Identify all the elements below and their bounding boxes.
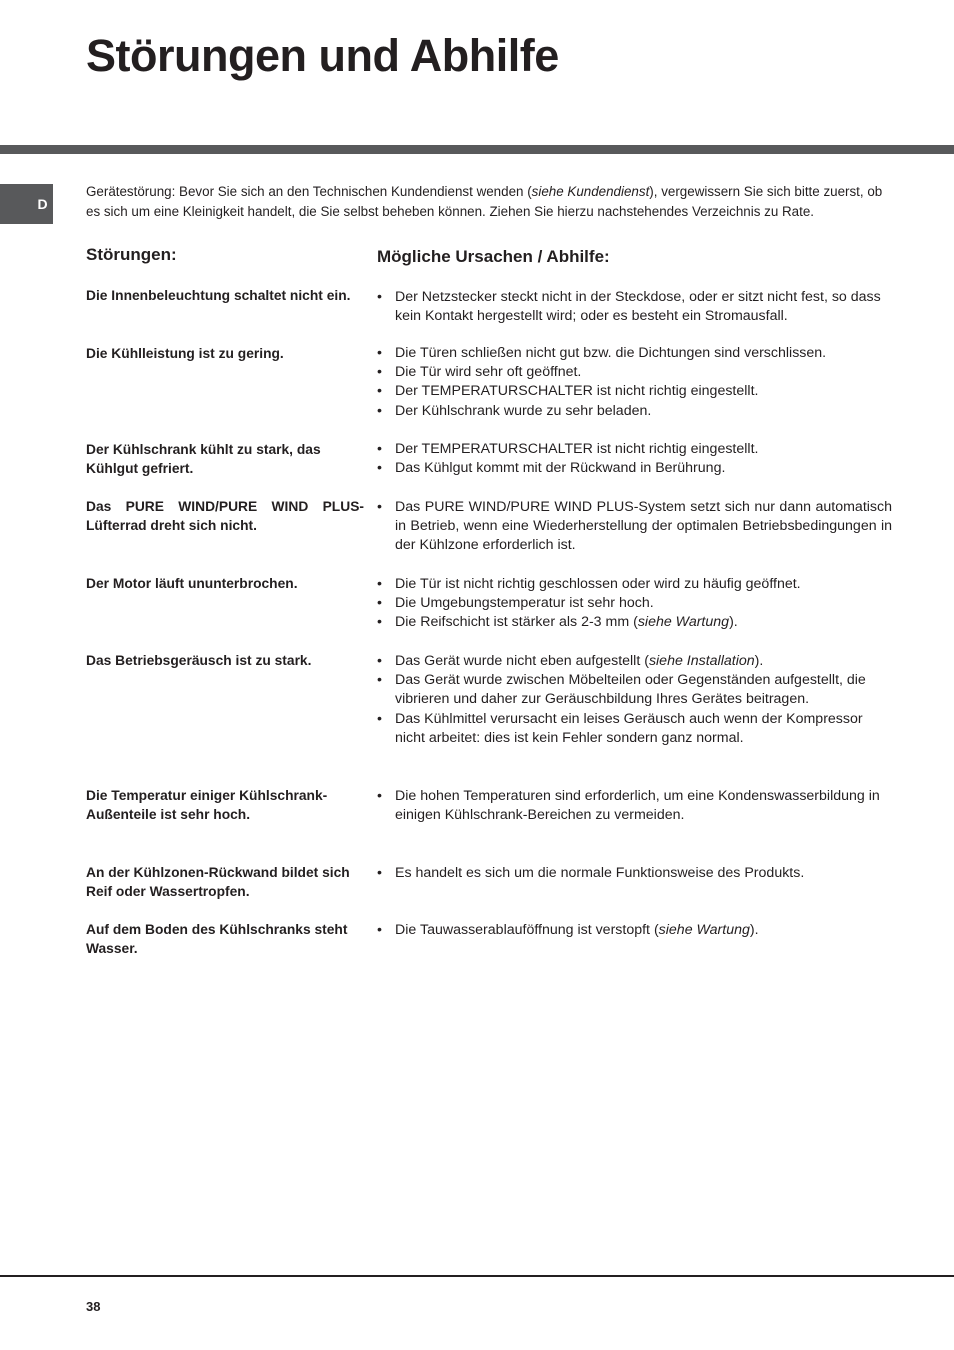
cause-item: • Der Netzstecker steckt nicht in der Steckdose, oder er sitzt nicht fest, so dass kein Kontakt hergestellt wird; oder es besteht ein Stromausfall. — [377, 288, 892, 326]
cause-item: • Der TEMPERATURSCHALTER ist nicht richtig eingestellt. — [377, 440, 892, 459]
header-divider-bar — [0, 145, 954, 154]
cause-item: • Die Umgebungstemperatur ist sehr hoch. — [377, 594, 892, 613]
problem-text: An der Kühlzonen-Rückwand bildet sich Reif oder Wassertropfen. — [86, 865, 350, 900]
causes-heading: Mögliche Ursachen / Abhilfe: — [377, 247, 610, 266]
cause-item: • Das PURE WIND/PURE WIND PLUS-System setzt sich nur dann automatisch in Betrieb, wenn eine Wiederherstellung der optimalen Betriebsbedingungen in der Kühlzone erforderlich ist. — [377, 498, 892, 556]
cause-list — [377, 498, 892, 556]
cause-item: • Das Gerät wurde zwischen Möbelteilen oder Gegenständen aufgestellt, die vibrieren und daher zur Geräuschbildung Ihres Gerätes beitragen. — [377, 671, 892, 709]
cause-item: • Die Tauwasserablauföffnung ist verstopft (siehe Wartung). — [377, 921, 892, 940]
cause-list — [377, 864, 892, 883]
cause-item: • Die Tür ist nicht richtig geschlossen oder wird zu häufig geöffnet. — [377, 575, 892, 594]
problem-text: Der Motor läuft ununterbrochen. — [86, 576, 298, 591]
page-title: Störungen und Abhilfe — [86, 30, 559, 81]
cause-item: • Die hohen Temperaturen sind erforderlich, um eine Kondenswasserbildung in einigen Kühlschrank-Bereichen zu vermeiden. — [377, 787, 892, 825]
problem-text: Die Innenbeleuchtung schaltet nicht ein. — [86, 288, 351, 303]
cause-item: • Der TEMPERATURSCHALTER ist nicht richtig eingestellt. — [377, 382, 892, 401]
cause-reference: siehe Installation — [648, 653, 755, 669]
cause-list — [377, 787, 892, 825]
problem-text: Die Temperatur einiger Kühlschrank-Außenteile ist sehr hoch. — [86, 788, 328, 823]
intro-reference: siehe Kundendienst — [531, 184, 650, 199]
problem-text: Die Kühlleistung ist zu gering. — [86, 346, 284, 361]
problem-text: Das PURE WIND/PURE WIND PLUS-Lüfterrad dreht sich nicht. — [86, 499, 364, 534]
footer-divider — [0, 1275, 954, 1277]
problem-text: Der Kühlschrank kühlt zu stark, das Kühlgut gefriert. — [86, 442, 321, 477]
cause-item: • Das Kühlgut kommt mit der Rückwand in Berührung. — [377, 459, 892, 478]
cause-list — [377, 575, 892, 633]
page-number: 38 — [86, 1299, 101, 1314]
intro-paragraph — [86, 182, 896, 221]
cause-item: • Der Kühlschrank wurde zu sehr beladen. — [377, 402, 892, 421]
cause-item: • Das Kühlmittel verursacht ein leises Geräusch auch wenn der Kompressor nicht arbeitet: dies ist kein Fehler sondern ganz normal. — [377, 710, 892, 748]
cause-item: • Die Türen schließen nicht gut bzw. die Dichtungen sind verschlissen. — [377, 344, 892, 363]
cause-reference: siehe Wartung — [637, 614, 730, 631]
cause-list — [377, 288, 892, 326]
cause-list — [377, 440, 892, 478]
intro-text-before: Gerätestörung: Bevor Sie sich an den Technischen Kundendienst wenden ( — [86, 184, 532, 199]
cause-item: • Die Tür wird sehr oft geöffnet. — [377, 363, 892, 382]
cause-list — [377, 921, 892, 940]
problem-text: Das Betriebsgeräusch ist zu stark. — [86, 653, 312, 668]
cause-item: • Das Gerät wurde nicht eben aufgestellt (siehe Installation). — [377, 652, 892, 671]
cause-list — [377, 344, 892, 421]
intro-text-after: ), vergewissern Sie sich bitte zuerst, ob es sich um eine Kleinigkeit handelt, die Sie selbst beheben können. Ziehen Sie hierzu nachstehendes Verzeichnis zu Rate. — [86, 184, 883, 219]
problems-heading: Störungen: — [86, 245, 177, 264]
cause-item: • Es handelt es sich um die normale Funktionsweise des Produkts. — [377, 864, 892, 883]
language-tab: D — [0, 184, 53, 224]
cause-reference: siehe Wartung — [658, 922, 750, 938]
problem-text: Auf dem Boden des Kühlschranks steht Wasser. — [86, 922, 348, 957]
cause-list — [377, 652, 892, 748]
cause-item: • Die Reifschicht ist stärker als 2-3 mm (siehe Wartung). — [377, 613, 892, 632]
